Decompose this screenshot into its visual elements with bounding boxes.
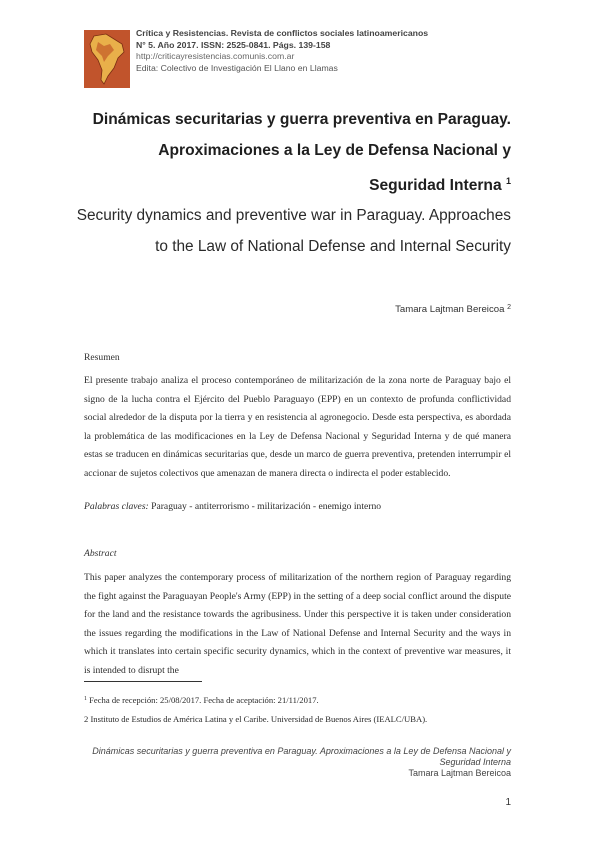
journal-editor: Edita: Colectivo de Investigación El Llano en Llamas [136,62,338,73]
journal-title: Crítica y Resistencias. Revista de conflictos sociales latinoamericanos [136,28,429,38]
title-line-3 [81,166,511,201]
article-subtitle [71,200,511,262]
title-line-2: Aproximaciones a la Ley de Defensa Nacional y [158,142,511,159]
resumen-text: El presente trabajo analiza el proceso contemporáneo de militarización de la zona norte de Paraguay bajo el signo de la lucha contra el Ejército del Pueblo Paraguayo (EPP) en un contexto de profunda conflictividad social alrededor de la disputa por la tierra y en resistencia al agronegocio. Desde esta perspectiva, es abordada la problemática de las modificaciones en la Ley de Defensa Nacional y Seguridad Interna y de qué manera estas se traducen en dinámicas securitarias que, desde un marco de guerra preventiva, pretenden interrumpir el accionar de sujetos colectivos que amenazan de manera directa o indirecta el poder establecido. [84,375,511,479]
abstract-heading: Abstract [84,548,117,559]
page-number: 1 [505,797,511,808]
article-title [81,104,511,201]
author-name: Tamara Lajtman Bereicoa [395,304,505,315]
title-line-3-text: Seguridad Interna [369,177,502,194]
author-line [395,304,511,315]
footnote-1-number: 1 [84,696,87,702]
journal-header [84,28,524,88]
journal-info [136,28,428,74]
south-america-map-logo [84,30,130,88]
footnote-1-text: Fecha de recepción: 25/08/2017. Fecha de aceptación: 21/11/2017. [87,695,319,705]
resumen-heading: Resumen [84,352,120,363]
journal-url[interactable]: http://criticayresistencias.comunis.com.ar [136,51,295,61]
footnote-divider [84,681,202,682]
footer-title-line-2: Seguridad Interna [439,757,511,767]
footnote-2 [84,714,427,724]
footer-author: Tamara Lajtman Bereicoa [408,768,511,778]
keywords [84,501,381,512]
footer-title-line-1: Dinámicas securitarias y guerra preventiva en Paraguay. Aproximaciones a la Ley de Defensa Nacional y [92,746,511,756]
subtitle-line-2: to the Law of National Defense and Internal Security [155,238,511,255]
subtitle-line-1: Security dynamics and preventive war in Paraguay. Approaches [76,207,511,224]
footnote-1 [84,695,319,705]
title-footnote-ref[interactable]: 1 [505,176,511,186]
keywords-label: Palabras claves: [84,501,149,512]
footnote-2-text: Instituto de Estudios de América Latina y el Caribe. Universidad de Buenos Aires (IEALC/UBA). [88,714,428,724]
issue-info: N° 5. Año 2017. ISSN: 2525-0841. Págs. 139-158 [136,39,331,50]
footnote-2-number: 2 [84,714,89,724]
title-line-1: Dinámicas securitarias y guerra preventiva en Paraguay. [92,111,511,128]
author-footnote-ref[interactable]: 2 [507,304,511,311]
keywords-list: Paraguay - antiterrorismo - militarización - enemigo interno [148,501,382,512]
abstract-text: This paper analyzes the contemporary process of militarization of the northern region of Paraguay regarding the fight against the Paraguayan People's Army (EPP) in the setting of a deep social conflict around the dispute for the land and the resistance towards the agribusiness. Under this perspective it is taken under consideration the issues regarding the modifications in the Law of National Defense and Internal Security and the ways in which it translates into certain specific security dynamics, which in the context of preventive war measures, it is intended to disrupt the [84,572,511,676]
page-footer [71,746,511,779]
